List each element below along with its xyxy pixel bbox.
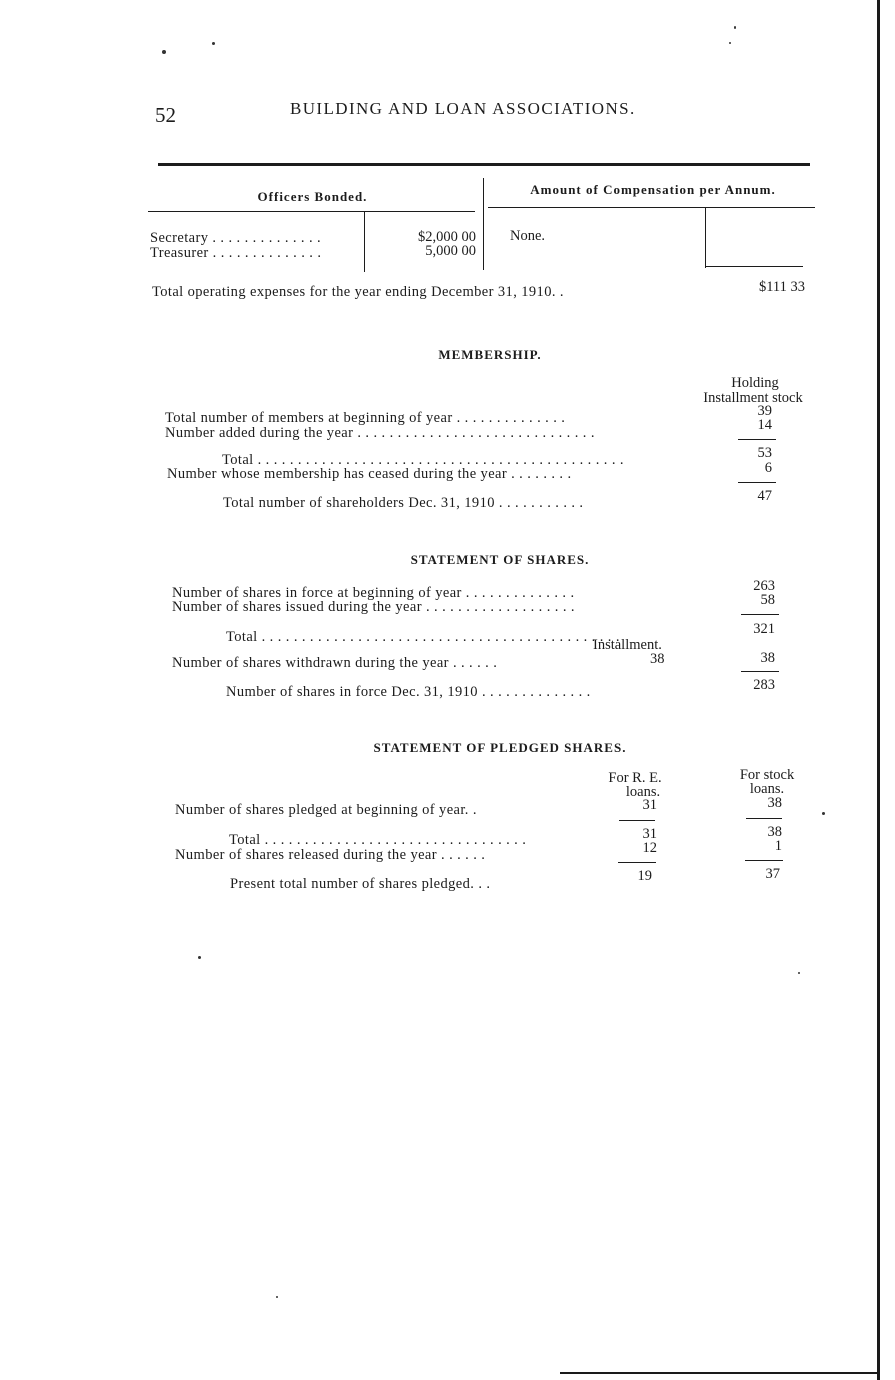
shares-row-value: 321 [753, 621, 775, 637]
speck [162, 50, 166, 54]
shares-row-value: 283 [753, 677, 775, 693]
pledged-row-label: Number of shares pledged at beginning of year. . [175, 802, 477, 818]
membership-heading: MEMBERSHIP. [438, 347, 542, 362]
compensation-head-rule [488, 207, 815, 208]
pledged-row-stock: 38 [767, 824, 782, 840]
pledged-col2-head-2: loans. [749, 781, 785, 797]
operating-expenses-amount: $111 33 [758, 279, 805, 295]
officer-treasurer-amount: 5,000 00 [425, 243, 476, 259]
speck [798, 972, 800, 974]
officers-head-rule [148, 211, 475, 212]
shares-row-label: Total . . . . . . . . . . . . . . . . . . . . . . . . . . . . . . . . . . . . . . . . . . . . . [226, 629, 620, 645]
page-title: BUILDING AND LOAN ASSOCIATIONS. [290, 99, 636, 118]
membership-row-label: Total number of shareholders Dec. 31, 1910 . . . . . . . . . . . [223, 495, 584, 511]
pledged-row-re: 19 [637, 868, 652, 884]
membership-row-value: 39 [757, 403, 772, 419]
membership-row-label: Number added during the year . . . . . . . . . . . . . . . . . . . . . . . . . . . . . . [165, 425, 595, 441]
page-edge-right [877, 0, 880, 1380]
pledged-row-re: 31 [642, 797, 657, 813]
page-number: 52 [155, 103, 176, 127]
pledged-row-stock: 37 [765, 866, 780, 882]
membership-row-value: 47 [757, 488, 772, 504]
membership-row-label: Number whose membership has ceased during the year . . . . . . . . [167, 466, 572, 482]
compensation-column-rule [705, 208, 706, 268]
shares-installment-label: Installment. [593, 637, 662, 653]
membership-row-value: 53 [757, 445, 772, 461]
pledged-heading: STATEMENT OF PLEDGED SHARES. [373, 740, 627, 755]
shares-row-value: 58 [760, 592, 775, 608]
pledged-row-stock: 1 [774, 838, 782, 854]
officers-bonded-heading: Officers Bonded. [257, 189, 368, 204]
speck [729, 42, 731, 44]
pledged-row-label: Total . . . . . . . . . . . . . . . . . . . . . . . . . . . . . . . . . [229, 832, 527, 848]
pledged-sum-rule [745, 860, 783, 861]
table-top-rule [158, 163, 810, 166]
pledged-col2-head-1: For stock [739, 767, 795, 783]
shares-row-mid-value: 38 [650, 651, 665, 667]
pledged-row-label: Number of shares released during the year . . . . . . [175, 847, 486, 863]
pledged-row-re: 31 [642, 826, 657, 842]
compensation-heading: Amount of Compensation per Annum. [530, 182, 776, 197]
pledged-col1-head-2: loans. [625, 784, 661, 800]
compensation-bottom-rule [705, 266, 803, 267]
membership-row-label: Total number of members at beginning of year . . . . . . . . . . . . . . [165, 410, 566, 426]
officer-treasurer-label: Treasurer . . . . . . . . . . . . . . [150, 245, 322, 261]
speck [734, 26, 736, 29]
pledged-row-stock: 38 [767, 795, 782, 811]
shares-row-label: Number of shares in force Dec. 31, 1910 . . . . . . . . . . . . . . [226, 684, 591, 700]
shares-row-label: Number of shares issued during the year . . . . . . . . . . . . . . . . . . . [172, 599, 575, 615]
membership-row-label: Total . . . . . . . . . . . . . . . . . . . . . . . . . . . . . . . . . . . . . . . . . . . . . . [222, 452, 624, 468]
compensation-value: None. [510, 228, 546, 244]
shares-row-value: 263 [753, 578, 775, 594]
operating-expenses-label: Total operating expenses for the year ending December 31, 1910. . [152, 284, 564, 300]
pledged-sum-rule [746, 818, 782, 819]
shares-row-value: 38 [760, 650, 775, 666]
membership-row-value: 14 [757, 417, 772, 433]
officer-secretary-amount: $2,000 00 [418, 229, 476, 245]
shares-sum-rule [741, 671, 779, 672]
amount-column-rule [364, 212, 365, 272]
speck [276, 1296, 278, 1298]
speck [822, 812, 825, 815]
shares-sum-rule [741, 614, 779, 615]
officer-secretary-label: Secretary . . . . . . . . . . . . . . [150, 230, 322, 246]
shares-row-label: Number of shares in force at beginning of year . . . . . . . . . . . . . . [172, 585, 575, 601]
speck [198, 956, 201, 959]
membership-sum-rule [738, 482, 776, 483]
membership-col-head-2: Installment stock [703, 390, 803, 406]
pledged-sum-rule [618, 862, 656, 863]
membership-row-value: 6 [764, 460, 772, 476]
membership-col-head-1: Holding [731, 375, 779, 391]
shares-row-label: Number of shares withdrawn during the year . . . . . . [172, 655, 498, 671]
pledged-row-label: Present total number of shares pledged. . . [230, 876, 491, 892]
pledged-col1-head-1: For R. E. [608, 770, 662, 786]
pledged-row-re: 12 [642, 840, 657, 856]
pledged-sum-rule [619, 820, 655, 821]
page-edge-bottom [560, 1372, 880, 1374]
speck [212, 42, 215, 45]
table-divider [483, 178, 484, 270]
membership-sum-rule [738, 439, 776, 440]
shares-heading: STATEMENT OF SHARES. [410, 552, 590, 567]
